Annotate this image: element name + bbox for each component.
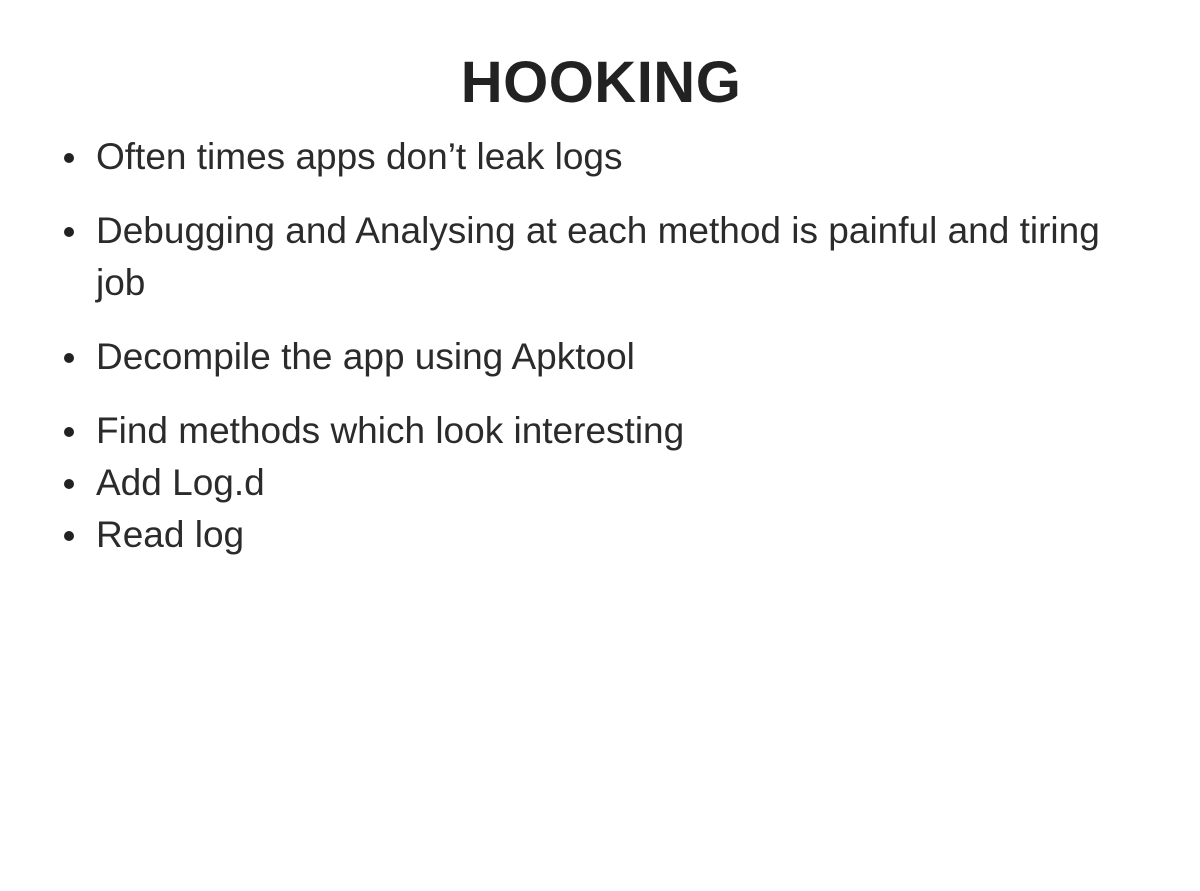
- slide-title: HOOKING: [460, 50, 742, 115]
- bullet-text: Decompile the app using Apktool: [96, 336, 635, 377]
- bullet-dot-icon: [64, 153, 74, 163]
- bullet-item: [60, 331, 1142, 383]
- bullet-item: [60, 405, 1142, 457]
- bullet-text: Debugging and Analysing at each method is painful and tiring job: [96, 210, 1100, 303]
- bullet-item: [60, 457, 1142, 509]
- bullet-dot-icon: [64, 227, 74, 237]
- bullet-list: [60, 131, 1142, 561]
- bullet-text: Read log: [96, 514, 245, 555]
- bullet-text: Often times apps don’t leak logs: [96, 136, 623, 177]
- bullet-dot-icon: [64, 353, 74, 363]
- bullet-dot-icon: [64, 479, 74, 489]
- bullet-dot-icon: [64, 531, 74, 541]
- bullet-item: [60, 205, 1142, 309]
- bullet-dot-icon: [64, 427, 74, 437]
- bullet-text: Find methods which look interesting: [96, 410, 685, 451]
- bullet-item: [60, 509, 1142, 561]
- bullet-item: [60, 131, 1142, 183]
- bullet-text: Add Log.d: [96, 462, 265, 503]
